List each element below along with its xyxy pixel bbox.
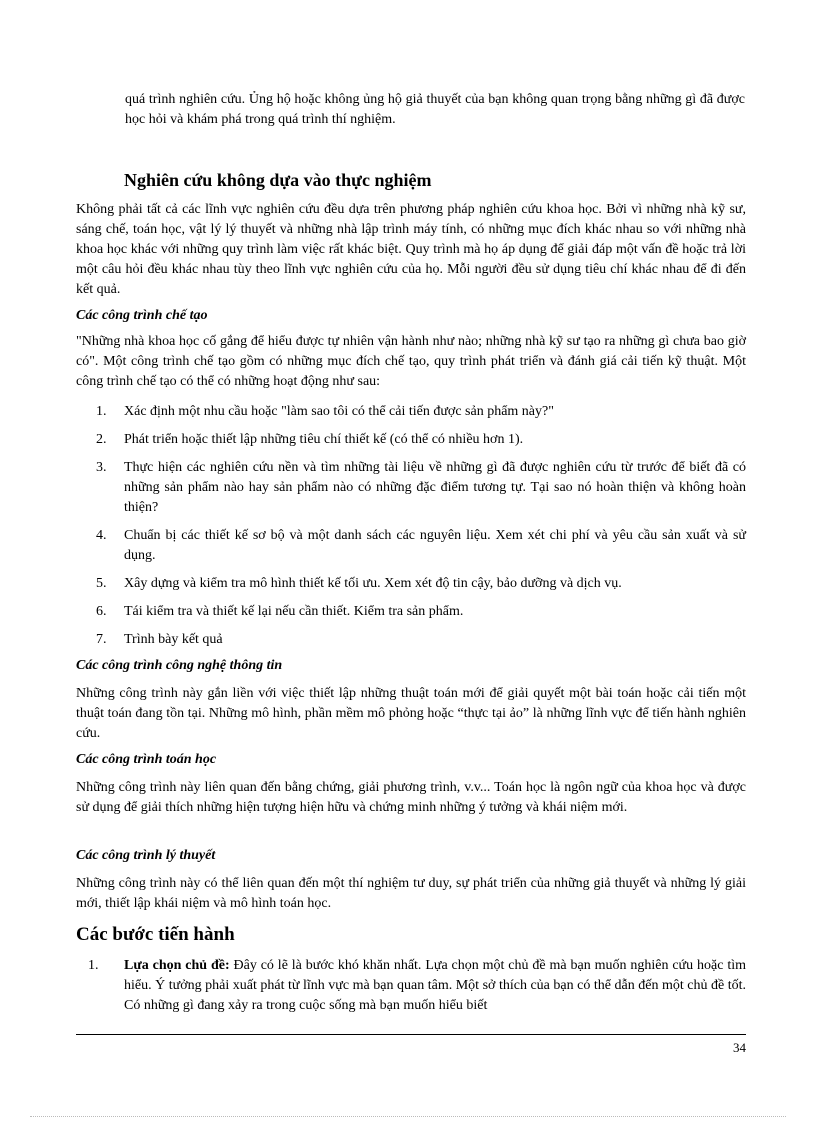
non-experimental-paragraph: Không phải tất cả các lĩnh vực nghiên cứu đều dựa trên phương pháp nghiên cứu khoa học. Bởi vì những nhà kỹ sư, sáng chế, toán học, vật lý lý thuyết và những nhà lập trình máy tính, có những mục đích khác nhau so với những nhà khoa học khác với những quy trình làm việc rất khác biệt. Quy trình mà họ áp dụng để giải đáp một vấn đề hoặc trả lời một câu hỏi đều khác nhau tùy theo lĩnh vực nghiên cứu của họ. Mỗi người đều sử dụng tiêu chí khác nhau để đi đến kết quả.	[76, 202, 746, 297]
subheading-theory: Các công trình lý thuyết	[76, 848, 216, 863]
step-label: Lựa chọn chủ đề:	[124, 958, 230, 973]
math-paragraph: Những công trình này liên quan đến bằng chứng, giải phương trình, v.v... Toán học là ngôn ngữ của khoa học và được sử dụng để giải thích những hiện tượng hiện hữu và chứng minh những ý tưởng và khái niệm mới.	[76, 780, 746, 815]
page-number: 34	[733, 1040, 746, 1055]
list-text: Tái kiểm tra và thiết kế lại nếu cần thiết. Kiểm tra sản phẩm.	[124, 604, 464, 619]
list-item	[96, 458, 746, 518]
list-item	[96, 526, 746, 566]
list-text: Xây dựng và kiểm tra mô hình thiết kế tối ưu. Xem xét độ tin cậy, bảo dưỡng và dịch vụ.	[124, 576, 622, 591]
it-paragraph: Những công trình này gắn liền với việc thiết lập những thuật toán mới để giải quyết một bài toán hoặc cải tiến một thuật toán đang tồn tại. Những mô hình, phần mềm mô phỏng hoặc “thực tại ảo” là những lĩnh vực để tiến hành nghiên cứu.	[76, 686, 746, 741]
step-text: Đây có lẽ là bước khó khăn nhất. Lựa chọn một chủ đề mà bạn muốn nghiên cứu hoặc tìm hiểu. Ý tưởng phải xuất phát từ lĩnh vực mà bạn quan tâm. Một sở thích của bạn có thể dẫn đến một chủ đề tốt. Có những gì đang xảy ra trong cuộc sống mà bạn muốn hiểu biết	[124, 958, 746, 1013]
steps-list	[88, 956, 746, 1016]
engineering-paragraph: "Những nhà khoa học cố gắng để hiểu được tự nhiên vận hành như nào; những nhà kỹ sư tạo ra những gì chưa bao giờ có". Một công trình chế tạo gồm có những mục đích chế tạo, quy trình phát triển và đánh giá cải tiến kỹ thuật. Một công trình chế tạo có thể có những hoạt động như sau:	[76, 334, 746, 389]
subheading-it: Các công trình công nghệ thông tin	[76, 658, 283, 673]
list-text: Xác định một nhu cầu hoặc "làm sao tôi có thể cải tiến được sản phẩm này?"	[124, 404, 554, 419]
list-number: 4.	[96, 528, 107, 543]
page-edge-divider	[30, 1116, 786, 1117]
subheading-engineering: Các công trình chế tạo	[76, 308, 208, 323]
list-item	[96, 630, 746, 650]
list-number: 1.	[88, 958, 99, 973]
list-text: Phát triển hoặc thiết lập những tiêu chí thiết kế (có thể có nhiều hơn 1).	[124, 432, 524, 447]
list-text: Chuẩn bị các thiết kế sơ bộ và một danh sách các nguyên liệu. Xem xét chi phí và yêu cầu sản xuất và sử dụng.	[124, 528, 746, 563]
section-heading-non-experimental: Nghiên cứu không dựa vào thực nghiệm	[124, 170, 432, 190]
steps-heading: Các bước tiến hành	[76, 924, 235, 945]
intro-paragraph: quá trình nghiên cứu. Ủng hộ hoặc không ủng hộ giả thuyết của bạn không quan trọng bằng những gì đã được học hỏi và khám phá trong quá trình thí nghiệm.	[125, 92, 745, 127]
list-item	[96, 602, 746, 622]
list-number: 6.	[96, 604, 107, 619]
list-text: Thực hiện các nghiên cứu nền và tìm những tài liệu về những gì đã được nghiên cứu từ trước để biết đã có những sản phẩm nào hay sản phẩm nào có những đặc điểm tương tự. Tại sao nó hoàn thiện và không hoàn thiện?	[124, 460, 746, 515]
list-item	[96, 574, 746, 594]
subheading-math: Các công trình toán học	[76, 752, 217, 767]
list-number: 1.	[96, 404, 107, 419]
list-number: 7.	[96, 632, 107, 647]
theory-paragraph: Những công trình này có thể liên quan đến một thí nghiệm tư duy, sự phát triển của những giả thuyết và những lý giải mới, thiết lập khái niệm và mô hình toán học.	[76, 876, 746, 911]
list-number: 2.	[96, 432, 107, 447]
list-number: 3.	[96, 460, 107, 475]
list-item	[96, 430, 746, 450]
list-item	[96, 402, 746, 422]
list-item	[88, 956, 746, 1016]
engineering-steps-list	[96, 402, 746, 658]
list-text: Trình bày kết quả	[124, 632, 223, 647]
footer-divider	[76, 1034, 746, 1035]
list-number: 5.	[96, 576, 107, 591]
